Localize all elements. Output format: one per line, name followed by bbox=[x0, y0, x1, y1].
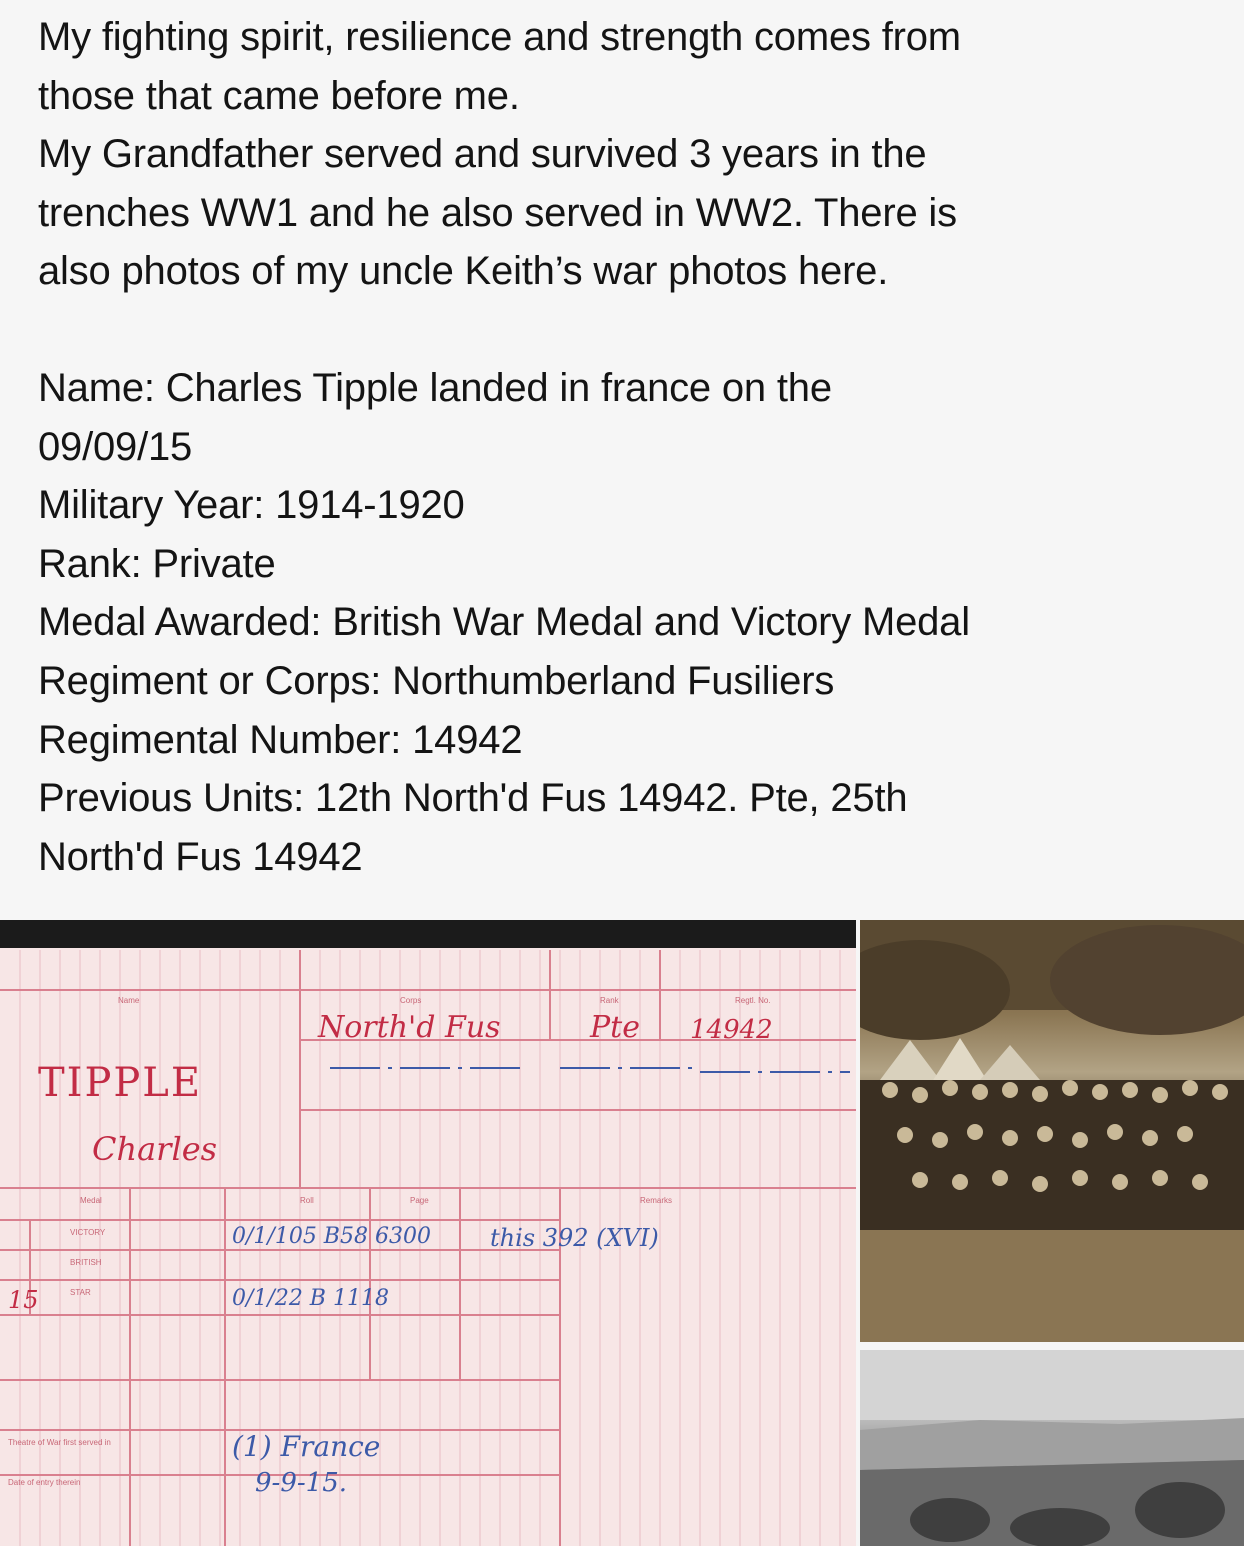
post-text bbox=[38, 8, 1238, 886]
post-line: Name: Charles Tipple landed in france on the bbox=[38, 365, 832, 410]
post-line: Regiment or Corps: Northumberland Fusiliers bbox=[38, 658, 835, 703]
post-line: also photos of my uncle Keith’s war photos here. bbox=[38, 249, 889, 294]
post-line: trenches WW1 and he also served in WW2. There is bbox=[38, 190, 957, 235]
card-header-corps: Corps bbox=[400, 996, 422, 1005]
medal-card-image[interactable] bbox=[0, 920, 856, 1546]
paragraph-gap bbox=[38, 301, 1238, 359]
post-line: Medal Awarded: British War Medal and Victory Medal bbox=[38, 600, 970, 645]
post-line: My Grandfather served and survived 3 years in the bbox=[38, 132, 927, 177]
group-photo-scene bbox=[860, 920, 1244, 1342]
card-row-british: BRITISH bbox=[70, 1258, 102, 1267]
photo-collage[interactable] bbox=[0, 920, 1244, 1546]
post-line: Rank: Private bbox=[38, 541, 276, 586]
trench-photo-scene bbox=[860, 1350, 1244, 1546]
post-line: North'd Fus 14942 bbox=[38, 834, 363, 879]
card-header-regtno: Regtl. No. bbox=[735, 996, 771, 1005]
card-surname: TIPPLE bbox=[38, 1060, 203, 1106]
card-header-name: Name bbox=[118, 996, 140, 1005]
card-theatre: (1) France bbox=[232, 1430, 381, 1463]
card-date-entry: 9-9-15. bbox=[255, 1468, 348, 1498]
card-row-theatre: Theatre of War first served in bbox=[8, 1438, 111, 1447]
card-rank: Pte bbox=[590, 1010, 640, 1045]
card-row-victory: VICTORY bbox=[70, 1228, 106, 1237]
post-line: Previous Units: 12th North'd Fus 14942. Pte, 25th bbox=[38, 776, 908, 821]
group-photo[interactable] bbox=[860, 920, 1244, 1342]
post-line: My fighting spirit, resilience and strength comes from bbox=[38, 15, 961, 59]
card-row-star: STAR bbox=[70, 1288, 91, 1297]
card-header-roll: Roll bbox=[300, 1196, 314, 1205]
card-header-medal: Medal bbox=[80, 1196, 102, 1205]
post-line: Regimental Number: 14942 bbox=[38, 717, 523, 762]
post-line: those that came before me. bbox=[38, 73, 520, 118]
card-header-remarks: Remarks bbox=[640, 1196, 673, 1205]
card-remarks: this 392 (XVI) bbox=[490, 1224, 659, 1252]
card-header-page: Page bbox=[410, 1196, 429, 1205]
trench-photo[interactable] bbox=[860, 1350, 1244, 1546]
card-roll-entry-1: 0/1/105 B58 6300 bbox=[232, 1224, 431, 1249]
card-regtno: 14942 bbox=[690, 1015, 773, 1045]
post-line: Military Year: 1914-1920 bbox=[38, 483, 465, 528]
card-side-mark: 15 bbox=[8, 1286, 39, 1314]
card-header-rank: Rank bbox=[600, 996, 619, 1005]
card-roll-entry-2: 0/1/22 B 1118 bbox=[232, 1286, 389, 1311]
card-row-date: Date of entry therein bbox=[8, 1478, 81, 1487]
post-line: 09/09/15 bbox=[38, 424, 193, 469]
card-corps: North'd Fus bbox=[318, 1010, 501, 1045]
card-forename: Charles bbox=[92, 1130, 218, 1168]
